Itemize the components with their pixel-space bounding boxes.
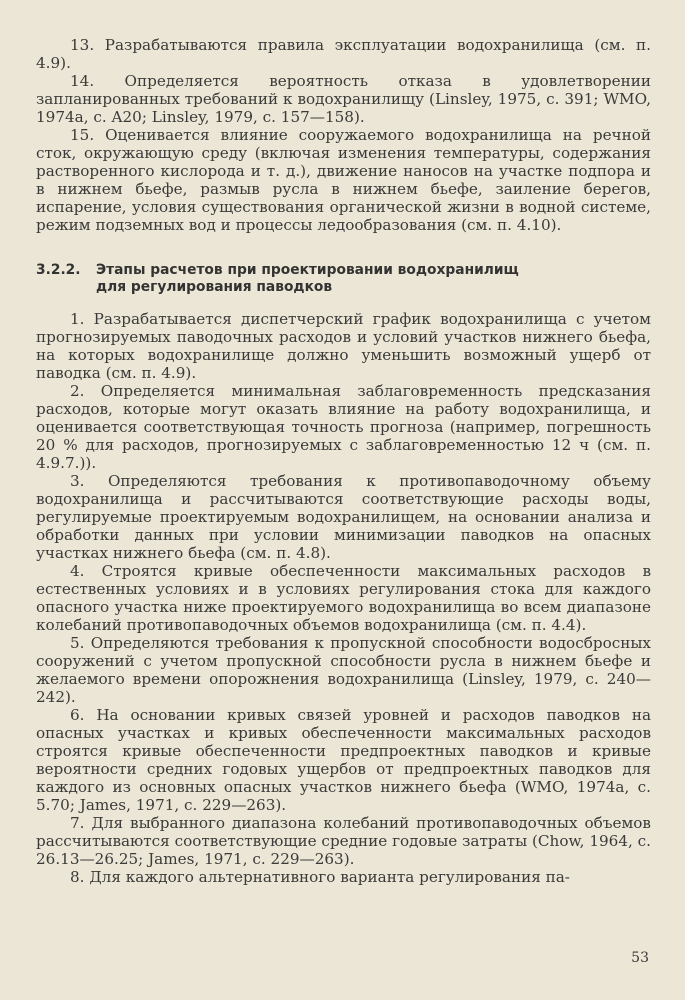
list-item: 13. Разрабатываются правила эксплуатации водохранилища (см. п. 4.9). <box>36 36 651 72</box>
list-item: 7. Для выбранного диапазона колебаний противопаводочных объемов рассчитываются соответствующие средние годовые затраты (Chow, 1964, с. 26.13—26.25; James, 1971, с. 229—263). <box>36 814 651 868</box>
page-number: 53 <box>631 950 649 966</box>
section-title-line1: Этапы расчетов при проектировании водохранилищ <box>96 262 519 278</box>
section-number: 3.2.2. <box>36 262 81 278</box>
document-page <box>36 36 651 986</box>
list-item: 5. Определяются требования к пропускной способности водосбросных сооружений с учетом пропускной способности русла в нижнем бьефе и желаемого времени опорожнения водохранилища (Linsley, 1979, с. 240—242). <box>36 634 651 706</box>
list-item: 3. Определяются требования к противопаводочному объему водохранилища и рассчитываются соответствующие расходы воды, регулируемые проектируемым водохранилищем, на основании анализа и обработки данных при условии минимизации паводков на опасных участках нижнего бьефа (см. п. 4.8). <box>36 472 651 562</box>
list-item: 15. Оценивается влияние сооружаемого водохранилища на речной сток, окружающую среду (включая изменения температуры, содержания растворенного кислорода и т. д.), движение наносов на участке подпора и в нижнем бьефе, размыв русла в нижнем бьефе, заиление берегов, испарение, условия существования органической жизни в водной системе, режим подземных вод и процессы ледообразования (см. п. 4.10). <box>36 126 651 234</box>
section-heading <box>36 262 651 296</box>
list-item: 6. На основании кривых связей уровней и расходов паводков на опасных участках и кривых обеспеченности максимальных расходов строятся кривые обеспеченности предпроектных паводков и кривые вероятности средних годовых ущербов от предпроектных паводков для каждого из основных опасных участков нижнего бьефа (WMO, 1974a, с. 5.70; James, 1971, с. 229—263). <box>36 706 651 814</box>
list-item: 1. Разрабатывается диспетчерский график водохранилища с учетом прогнозируемых паводочных расходов и условий участков нижнего бьефа, на которых водохранилище должно уменьшить возможный ущерб от паводка (см. п. 4.9). <box>36 310 651 382</box>
list-item: 14. Определяется вероятность отказа в удовлетворении запланированных требований к водохранилищу (Linsley, 1975, с. 391; WMO, 1974a, с. A20; Linsley, 1979, с. 157—158). <box>36 72 651 126</box>
list-item: 8. Для каждого альтернативного варианта регулирования па- <box>70 868 570 886</box>
list-item: 2. Определяется минимальная заблаговременность предсказания расходов, которые могут оказать влияние на работу водохранилища, и оценивается соответствующая точность прогноза (например, погрешность 20 % для расходов, прогнозируемых с заблаговременностью 12 ч (см. п. 4.9.7.)). <box>36 382 651 472</box>
section-title-line2: для регулирования паводков <box>96 279 333 295</box>
list-item: 4. Строятся кривые обеспеченности максимальных расходов в естественных условиях и в условиях регулирования стока для каждого опасного участка ниже проектируемого водохранилища во всем диапазоне колебаний противопаводочных объемов водохранилища (см. п. 4.4). <box>36 562 651 634</box>
